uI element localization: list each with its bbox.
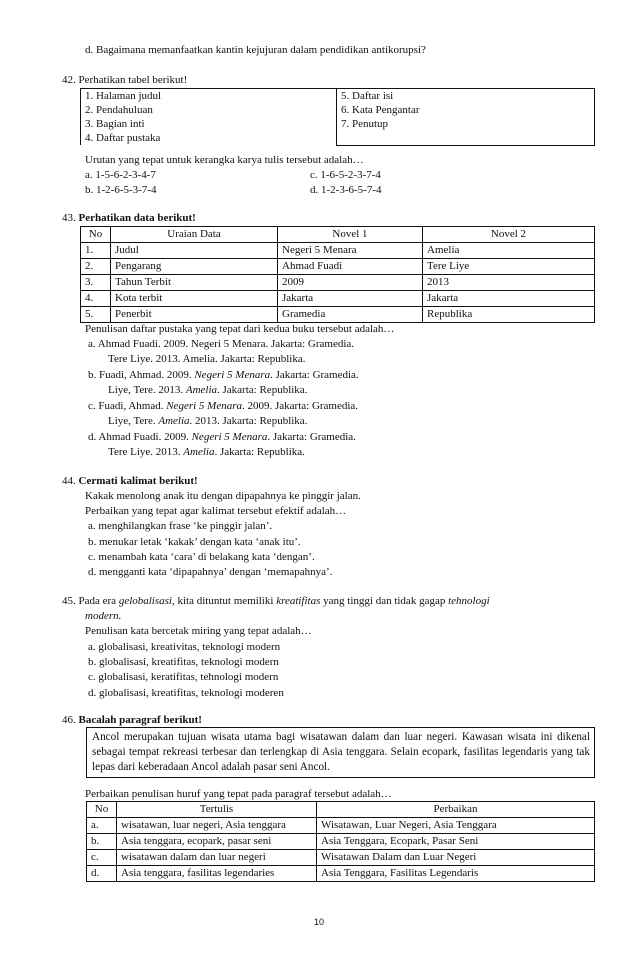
q43-option-d: d. Ahmad Fuadi. 2009. Negeri 5 Menara. Jakarta: Gramedia. [88,431,356,443]
q43-header-cell: Uraian Data [111,227,278,243]
q43-cell: Amelia [423,243,595,259]
q42-option-a: a. 1-5-6-2-3-4-7 [85,169,156,181]
q43-cell: Penerbit [111,307,278,323]
q45-option-c: c. globalisasi, keratifitas, tehnologi modern [88,671,279,683]
q43-cell: Ahmad Fuadi [278,259,423,275]
q46-cell: d. [87,866,117,882]
q43-cell: 3. [81,275,111,291]
q43-cell: Jakarta [423,291,595,307]
q42-cell: 5. Daftar isi 6. Kata Pengantar 7. Penutup [337,89,595,146]
q45-option-b: b. globalisasi, kreatifitas, teknologi modern [88,656,279,668]
q43-table [80,226,595,323]
q43-option-a-cont: Tere Liye. 2013. Amelia. Jakarta: Republika. [108,353,306,365]
q43-cell: 2. [81,259,111,275]
q46-paragraph-box [86,727,595,778]
q44-option-a: a. menghilangkan frase ‘ke pinggir jalan’. [88,520,273,532]
q43-cell: 1. [81,243,111,259]
q43-header-cell: Novel 1 [278,227,423,243]
q45-stem-cont: modern. [85,610,122,622]
q44-stem: 44. Cermati kalimat berikut! [62,475,198,487]
q44-option-c: c. menambah kata ‘cara’ di belakang kata ‘dengan’. [88,551,315,563]
q44-option-b: b. menukar letak ‘kakak’ dengan kata ‘anak itu’. [88,536,301,548]
q42-option-d: d. 1-2-3-6-5-7-4 [310,184,382,196]
q43-cell: 2013 [423,275,595,291]
q42-table [80,88,595,146]
q43-cell: Judul [111,243,278,259]
q42-cell: 1. Halaman judul 2. Pendahuluan 3. Bagian inti 4. Daftar pustaka [81,89,337,146]
q43-cell: 5. [81,307,111,323]
q42-stem: 42. Perhatikan tabel berikut! [62,74,188,86]
q46-cell: Wisatawan, Luar Negeri, Asia Tenggara [317,818,595,834]
q46-cell: Asia Tenggara, Fasilitas Legendaris [317,866,595,882]
q46-question: Perbaikan penulisan huruf yang tepat pada paragraf tersebut adalah… [85,788,392,800]
q43-question: Penulisan daftar pustaka yang tepat dari kedua buku tersebut adalah… [85,323,395,335]
q45-stem: 45. Pada era gelobalisasi, kita dituntut memiliki kreatifitas yang tinggi dan tidak gagap tehnologi [62,595,490,607]
q46-cell: wisatawan dalam dan luar negeri [117,850,317,866]
q43-cell: Gramedia [278,307,423,323]
q46-cell: Wisatawan Dalam dan Luar Negeri [317,850,595,866]
q42-option-c: c. 1-6-5-2-3-7-4 [310,169,381,181]
q43-cell: Republika [423,307,595,323]
q43-option-c: c. Fuadi, Ahmad. Negeri 5 Menara. 2009. Jakarta: Gramedia. [88,400,359,412]
q43-option-b: b. Fuadi, Ahmad. 2009. Negeri 5 Menara. Jakarta: Gramedia. [88,369,359,381]
q46-cell: wisatawan, luar negeri, Asia tenggara [117,818,317,834]
q46-header-cell: No [87,802,117,818]
q43-header-cell: Novel 2 [423,227,595,243]
q46-cell: Asia tenggara, fasilitas legendaries [117,866,317,882]
q46-header-cell: Perbaikan [317,802,595,818]
option-d-q41: d. Bagaimana memanfaatkan kantin kejujuran dalam pendidikan antikorupsi? [85,44,426,56]
q43-stem: 43. Perhatikan data berikut! [62,212,196,224]
q43-option-a: a. Ahmad Fuadi. 2009. Negeri 5 Menara. Jakarta: Gramedia. [88,338,355,350]
q43-option-c-cont: Liye, Tere. Amelia. 2013. Jakarta: Republika. [108,415,308,427]
q44-option-d: d. mengganti kata ‘dipapahnya’ dengan ‘memapahnya’. [88,566,333,578]
q42-option-b: b. 1-2-6-5-3-7-4 [85,184,157,196]
q43-cell: Tere Liye [423,259,595,275]
q42-question: Urutan yang tepat untuk kerangka karya tulis tersebut adalah… [85,154,364,166]
q46-header-cell: Tertulis [117,802,317,818]
q43-header-cell: No [81,227,111,243]
q46-cell: Asia tenggara, ecopark, pasar seni [117,834,317,850]
page-number: 10 [313,917,324,927]
q45-option-d: d. globalisasi, kreatifitas, teknologi moderen [88,687,284,699]
q43-cell: Kota terbit [111,291,278,307]
q46-table [86,801,595,882]
q44-question: Perbaikan yang tepat agar kalimat tersebut efektif adalah… [85,505,347,517]
q46-cell: a. [87,818,117,834]
q43-option-d-cont: Tere Liye. 2013. Amelia. Jakarta: Republika. [108,446,305,458]
q43-cell: 2009 [278,275,423,291]
q43-option-b-cont: Liye, Tere. 2013. Amelia. Jakarta: Republika. [108,384,308,396]
q45-question: Penulisan kata bercetak miring yang tepat adalah… [85,625,312,637]
q46-cell: b. [87,834,117,850]
q43-cell: Tahun Terbit [111,275,278,291]
q44-sentence: Kakak menolong anak itu dengan dipapahnya ke pinggir jalan. [85,490,361,502]
q46-stem: 46. Bacalah paragraf berikut! [62,714,202,726]
q45-option-a: a. globalisasi, kreativitas, teknologi modern [88,641,281,653]
q43-cell: Pengarang [111,259,278,275]
q43-cell: Negeri 5 Menara [278,243,423,259]
q46-paragraph: Ancol merupakan tujuan wisata utama bagi wisatawan dalam dan luar negeri. Kawasan wisata ini dikenal sebagai tempat rekreasi terbesar dan terlengkap di Asia tenggara. Selain ecopark, fasilitas legendaris yang tak lepas dari keberadaan Ancol adalah pasar seni Ancol. [92,731,590,773]
q43-cell: 4. [81,291,111,307]
q46-cell: c. [87,850,117,866]
q46-cell: Asia Tenggara, Ecopark, Pasar Seni [317,834,595,850]
q43-cell: Jakarta [278,291,423,307]
